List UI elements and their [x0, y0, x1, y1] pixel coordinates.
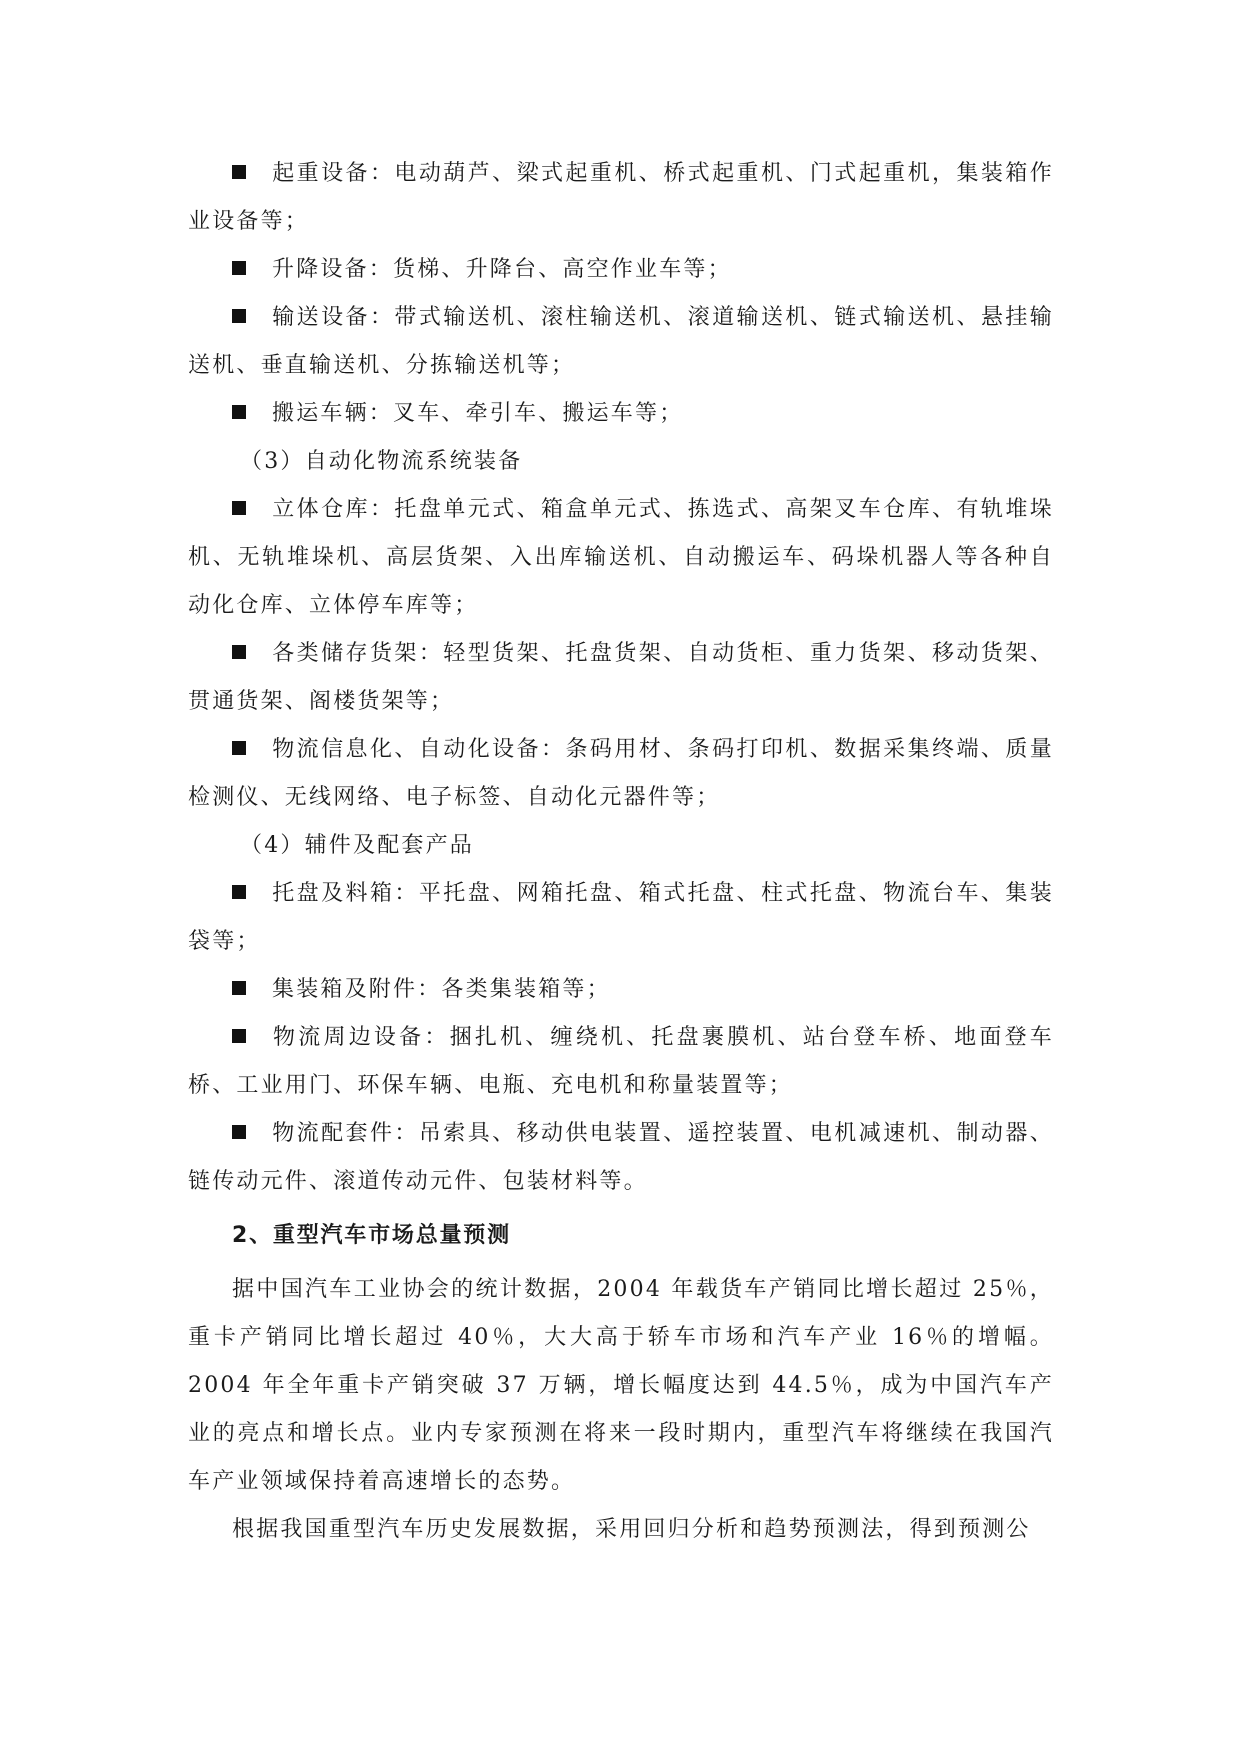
square-bullet-icon — [232, 165, 246, 179]
list-item-text: 搬运车辆：叉车、牵引车、搬运车等； — [272, 401, 684, 426]
list-item — [188, 1014, 1054, 1110]
subsection-heading-3: （3）自动化物流系统装备 — [240, 449, 523, 474]
list-item-text: 物流周边设备：捆扎机、缠绕机、托盘裹膜机、站台登车桥、地面登车桥、工业用门、环保车辆、电瓶、充电机和称量装置等； — [188, 1025, 1054, 1098]
list-item — [188, 150, 1054, 246]
square-bullet-icon — [232, 1029, 246, 1043]
list-item — [188, 966, 1054, 1014]
list-item-text: 物流信息化、自动化设备：条码用材、条码打印机、数据采集终端、质量检测仪、无线网络、电子标签、自动化元器件等； — [188, 737, 1054, 810]
list-item — [188, 870, 1054, 966]
list-item — [188, 726, 1054, 822]
document-page — [188, 150, 1054, 1554]
subsection-heading-4: （4）辅件及配套产品 — [240, 833, 474, 858]
list-item — [188, 294, 1054, 390]
body-paragraph: 据中国汽车工业协会的统计数据，2004 年载货车产销同比增长超过 25％，重卡产销同比增长超过 40％，大大高于轿车市场和汽车产业 16％的增幅。2004 年全年重卡产销突破 37 万辆，增长幅度达到 44.5％，成为中国汽车产业的亮点和增长点。业内专家预测在将来一段时期内，重型汽车将继续在我国汽车产业领域保持着高速增长的态势。 — [188, 1277, 1054, 1494]
list-item-text: 立体仓库：托盘单元式、箱盒单元式、拣选式、高架叉车仓库、有轨堆垛机、无轨堆垛机、高层货架、入出库输送机、自动搬运车、码垛机器人等各种自动化仓库、立体停车库等； — [188, 497, 1054, 618]
square-bullet-icon — [232, 1125, 246, 1139]
body-paragraph: 根据我国重型汽车历史发展数据，采用回归分析和趋势预测法，得到预测公 — [232, 1517, 1031, 1542]
list-item-text: 集装箱及附件：各类集装箱等； — [272, 977, 611, 1002]
square-bullet-icon — [232, 405, 246, 419]
list-item — [188, 1110, 1054, 1206]
section-heading: 2、重型汽车市场总量预测 — [232, 1223, 511, 1248]
list-item-text: 各类储存货架：轻型货架、托盘货架、自动货柜、重力货架、移动货架、贯通货架、阁楼货架等； — [188, 641, 1054, 714]
list-item — [188, 390, 1054, 438]
list-item-text: 起重设备：电动葫芦、梁式起重机、桥式起重机、门式起重机，集装箱作业设备等； — [188, 161, 1054, 234]
list-item-text: 托盘及料箱：平托盘、网箱托盘、箱式托盘、柱式托盘、物流台车、集装袋等； — [188, 881, 1054, 954]
square-bullet-icon — [232, 501, 246, 515]
square-bullet-icon — [232, 261, 246, 275]
list-item-text: 物流配套件：吊索具、移动供电装置、遥控装置、电机减速机、制动器、链传动元件、滚道传动元件、包装材料等。 — [188, 1121, 1054, 1194]
bullet-list-accessories — [188, 870, 1054, 1206]
square-bullet-icon — [232, 981, 246, 995]
square-bullet-icon — [232, 885, 246, 899]
square-bullet-icon — [232, 741, 246, 755]
bullet-list-equipment — [188, 150, 1054, 438]
square-bullet-icon — [232, 645, 246, 659]
list-item-text: 升降设备：货梯、升降台、高空作业车等； — [272, 257, 732, 282]
list-item-text: 输送设备：带式输送机、滚柱输送机、滚道输送机、链式输送机、悬挂输送机、垂直输送机、分拣输送机等； — [188, 305, 1054, 378]
list-item — [188, 246, 1054, 294]
list-item — [188, 486, 1054, 630]
bullet-list-automation — [188, 486, 1054, 822]
list-item — [188, 630, 1054, 726]
square-bullet-icon — [232, 309, 246, 323]
